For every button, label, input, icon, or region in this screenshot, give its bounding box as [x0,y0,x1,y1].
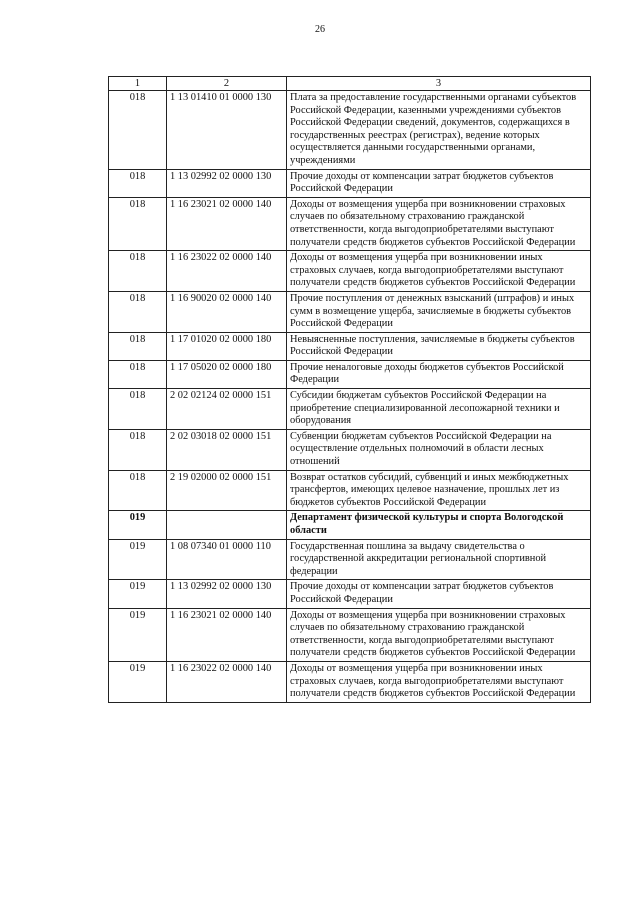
admin-code-cell: 018 [109,291,167,332]
budget-code-cell: 1 17 01020 02 0000 180 [167,332,287,360]
description-cell: Плата за предоставление государственными органами субъектов Российской Федерации, казенными учреждениями субъектов Российской Федерации сведений, документов, содержащихся в государственных реестрах (регистрах), ведение которых осуществляется данными государственными органами, учреждениями [287,91,591,170]
budget-code-cell: 1 13 01410 01 0000 130 [167,91,287,170]
admin-code-cell: 018 [109,389,167,430]
admin-code-cell: 018 [109,470,167,511]
table-row [109,539,591,580]
description-cell: Субвенции бюджетам субъектов Российской Федерации на осуществление отдельных полномочий в области лесных отношений [287,429,591,470]
budget-code-cell: 1 13 02992 02 0000 130 [167,169,287,197]
table-row [109,608,591,661]
description-cell: Доходы от возмещения ущерба при возникновении иных страховых случаев, когда выгодоприобретателями выступают получатели средств бюджетов субъектов Российской Федерации [287,251,591,292]
admin-code-cell: 018 [109,429,167,470]
budget-code-cell: 1 16 23022 02 0000 140 [167,251,287,292]
description-cell: Доходы от возмещения ущерба при возникновении страховых случаев по обязательному страхованию гражданской ответственности, когда выгодоприобретателями выступают получатели средств бюджетов субъектов Российской Федерации [287,608,591,661]
admin-code-cell: 019 [109,661,167,702]
admin-code-cell: 019 [109,608,167,661]
description-cell: Возврат остатков субсидий, субвенций и иных межбюджетных трансфертов, имеющих целевое назначение, прошлых лет из бюджетов субъектов Российской Федерации [287,470,591,511]
table-row [109,661,591,702]
table-row [109,332,591,360]
page-number: 26 [315,24,325,35]
table-row [109,91,591,170]
description-cell: Государственная пошлина за выдачу свидетельства о государственной аккредитации региональной спортивной федерации [287,539,591,580]
description-cell: Прочие доходы от компенсации затрат бюджетов субъектов Российской Федерации [287,169,591,197]
admin-code-cell: 018 [109,169,167,197]
description-cell: Прочие неналоговые доходы бюджетов субъектов Российской Федерации [287,360,591,388]
table-row [109,251,591,292]
budget-code-cell: 2 02 03018 02 0000 151 [167,429,287,470]
budget-code-cell: 1 13 02992 02 0000 130 [167,580,287,608]
description-cell: Доходы от возмещения ущерба при возникновении иных страховых случаев, когда выгодоприобретателями выступают получатели средств бюджетов субъектов Российской Федерации [287,661,591,702]
admin-code-cell: 018 [109,332,167,360]
department-name-cell: Департамент физической культуры и спорта Вологодской области [287,511,591,539]
budget-code-cell: 1 16 23021 02 0000 140 [167,197,287,250]
budget-code-cell: 1 08 07340 01 0000 110 [167,539,287,580]
table-row [109,360,591,388]
header-col-1: 1 [109,77,167,91]
table-row [109,197,591,250]
description-cell: Прочие поступления от денежных взысканий (штрафов) и иных сумм в возмещение ущерба, зачисляемые в бюджеты субъектов Российской Федерации [287,291,591,332]
section-header-row [109,511,591,539]
admin-code-cell: 018 [109,251,167,292]
table-row [109,291,591,332]
revenue-codes-table [108,76,591,703]
description-cell: Субсидии бюджетам субъектов Российской Федерации на приобретение специализированной лесопожарной техники и оборудования [287,389,591,430]
budget-code-cell: 1 16 23022 02 0000 140 [167,661,287,702]
budget-code-cell: 1 16 23021 02 0000 140 [167,608,287,661]
description-cell: Доходы от возмещения ущерба при возникновении страховых случаев по обязательному страхованию гражданской ответственности, когда выгодоприобретателями выступают получатели средств бюджетов субъектов Российской Федерации [287,197,591,250]
admin-code-cell: 019 [109,580,167,608]
budget-code-cell: 1 17 05020 02 0000 180 [167,360,287,388]
description-cell: Невыясненные поступления, зачисляемые в бюджеты субъектов Российской Федерации [287,332,591,360]
budget-code-cell [167,511,287,539]
table-row [109,470,591,511]
admin-code-cell: 019 [109,511,167,539]
budget-code-cell: 1 16 90020 02 0000 140 [167,291,287,332]
admin-code-cell: 019 [109,539,167,580]
budget-code-cell: 2 19 02000 02 0000 151 [167,470,287,511]
admin-code-cell: 018 [109,360,167,388]
table-row [109,580,591,608]
admin-code-cell: 018 [109,91,167,170]
table-header-row [109,77,591,91]
admin-code-cell: 018 [109,197,167,250]
header-col-2: 2 [167,77,287,91]
header-col-3: 3 [287,77,591,91]
table-row [109,429,591,470]
table-row [109,389,591,430]
budget-code-cell: 2 02 02124 02 0000 151 [167,389,287,430]
table-row [109,169,591,197]
description-cell: Прочие доходы от компенсации затрат бюджетов субъектов Российской Федерации [287,580,591,608]
